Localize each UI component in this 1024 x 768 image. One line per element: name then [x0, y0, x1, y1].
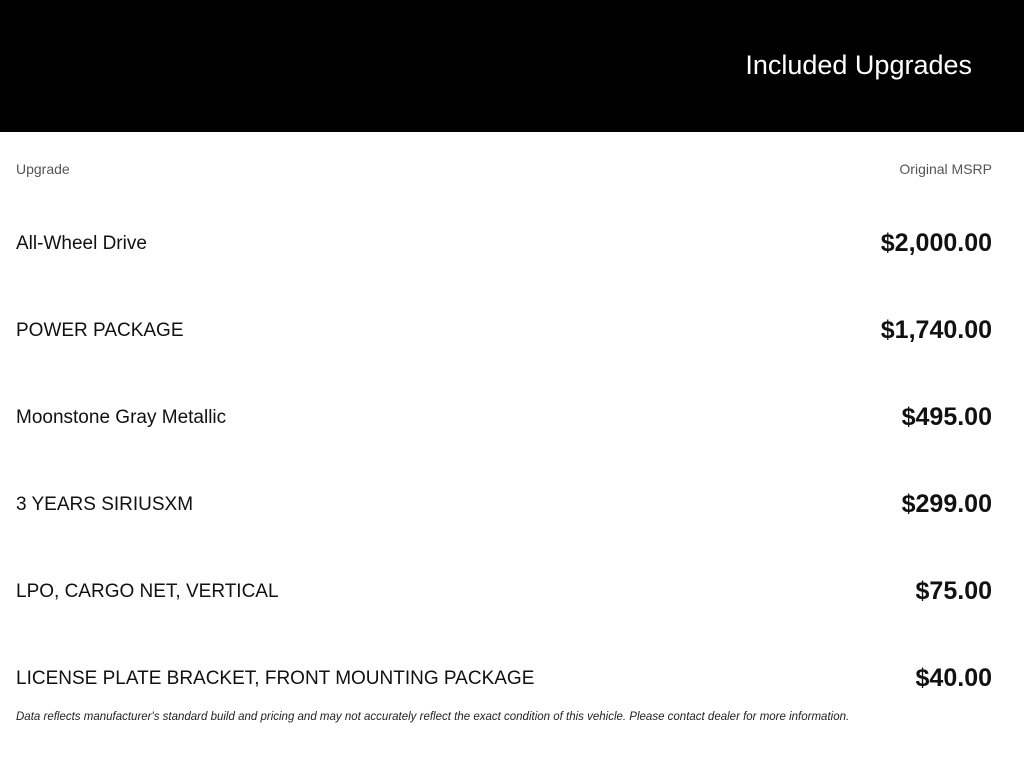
upgrade-price: $40.00: [915, 664, 992, 692]
upgrade-row: [16, 548, 992, 635]
upgrade-list: [16, 200, 992, 722]
column-header-upgrade: Upgrade: [16, 161, 70, 177]
upgrade-name: Moonstone Gray Metallic: [16, 406, 227, 428]
upgrade-row: [16, 200, 992, 287]
header-bar: [0, 0, 1024, 132]
upgrade-name: 3 YEARS SIRIUSXM: [16, 493, 194, 515]
upgrade-name: POWER PACKAGE: [16, 319, 184, 341]
column-headers: [16, 161, 992, 181]
column-header-msrp: Original MSRP: [899, 161, 992, 177]
disclaimer-text: Data reflects manufacturer's standard build and pricing and may not accurately reflect the exact condition of this vehicle. Please contact dealer for more information.: [16, 711, 850, 723]
upgrade-row: [16, 287, 992, 374]
upgrade-name: LICENSE PLATE BRACKET, FRONT MOUNTING PACKAGE: [16, 667, 535, 689]
page-title: Included Upgrades: [745, 50, 972, 80]
upgrade-row: [16, 461, 992, 548]
upgrade-price: $299.00: [901, 490, 992, 518]
upgrade-name: All-Wheel Drive: [16, 232, 147, 254]
upgrade-row: [16, 374, 992, 461]
upgrade-price: $75.00: [915, 577, 992, 605]
upgrade-price: $495.00: [901, 403, 992, 431]
upgrade-price: $2,000.00: [880, 229, 992, 257]
upgrade-price: $1,740.00: [880, 316, 992, 344]
upgrade-name: LPO, CARGO NET, VERTICAL: [16, 580, 279, 602]
upgrade-row: [16, 635, 992, 722]
